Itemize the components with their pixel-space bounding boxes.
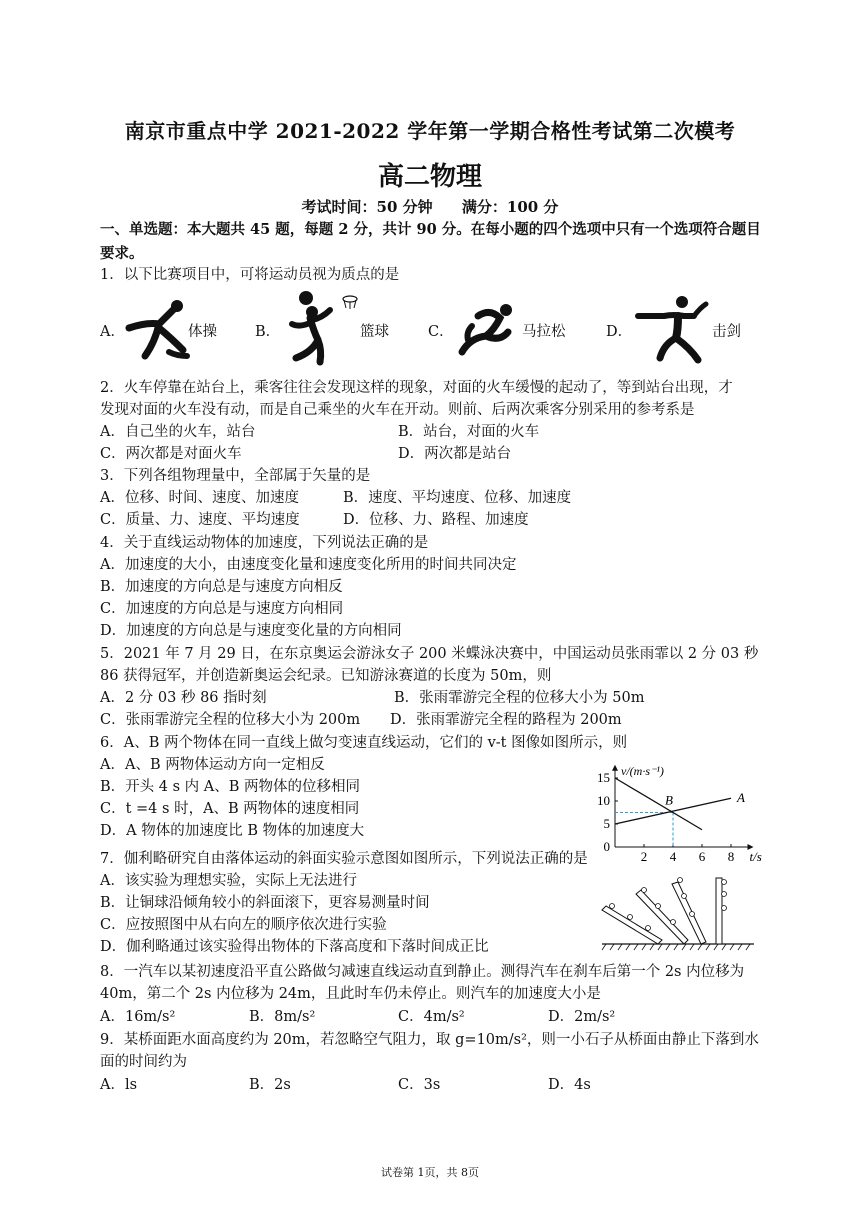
q1-option-d-label: 击剑 <box>712 324 741 340</box>
q1-option-c-label: 马拉松 <box>522 324 566 340</box>
q6-option-d: D．A 物体的加速度比 B 物体的加速度大 <box>100 823 365 839</box>
q8-option-a: A．16m/s² <box>100 1009 176 1025</box>
q6-option-c: C．t =4 s 时，A、B 两物体的速度相同 <box>100 801 360 817</box>
x-tick-label: 4 <box>669 849 677 864</box>
q6-option-a: A．A、B 两物体运动方向一定相反 <box>100 757 325 773</box>
q9-option-c: C．3s <box>398 1077 441 1093</box>
q7-option-d: D．伽利略通过该实验得出物体的下落高度和下落时间成正比 <box>100 939 489 955</box>
q3-option-d: D．位移、力、路程、加速度 <box>343 512 529 528</box>
q1-option-d-letter: D． <box>606 324 633 340</box>
q4-option-d: D．加速度的方向总是与速度变化量的方向相同 <box>100 623 402 639</box>
series-label-a: A <box>737 790 745 806</box>
subject-title: 高二物理 <box>377 162 482 192</box>
y-tick-label: 0 <box>603 839 610 854</box>
q3-stem: 3．下列各组物理量中，全部属于矢量的是 <box>100 468 371 484</box>
q7-option-b: B．让铜球沿倾角较小的斜面滚下，更容易测量时间 <box>100 895 430 911</box>
q9-option-d: D．4s <box>548 1077 591 1093</box>
y-axis-arrow <box>612 765 618 771</box>
q6-option-b: B．开头 4 s 内 A、B 两物体的位移相同 <box>100 779 360 795</box>
x-tick-label: 2 <box>640 849 648 864</box>
q9-stem-line2: 面的时间约为 <box>100 1054 187 1070</box>
q8-stem-line2: 40m，第二个 2s 内位移为 24m，且此时车仍未停止。则汽车的加速度大小是 <box>100 986 601 1002</box>
q2-option-d: D．两次都是站台 <box>398 446 512 462</box>
q5-option-c: C．张雨霏游完全程的位移大小为 200m <box>100 712 361 728</box>
series-line-b <box>615 778 702 830</box>
q2-option-a: A．自己坐的火车，站台 <box>100 424 256 440</box>
q2-option-c: C．两次都是对面火车 <box>100 446 242 462</box>
q1-stem: 1．以下比赛项目中，可将运动员视为质点的是 <box>100 267 400 283</box>
q8-option-c: C．4m/s² <box>398 1009 465 1025</box>
q3-option-a: A．位移、时间、速度、加速度 <box>100 490 299 506</box>
q5-option-a: A．2 分 03 秒 86 指时刻 <box>100 690 267 706</box>
q6-stem: 6．A、B 两个物体在同一直线上做匀变速直线运动，它们的 v-t 图像如图所示，则 <box>100 735 628 751</box>
q7-stem: 7．伽利略研究自由落体运动的斜面实验示意图如图所示，下列说法正确的是 <box>100 851 588 867</box>
marathon-pictogram-icon <box>456 302 522 362</box>
q9-option-b: B．2s <box>249 1077 291 1093</box>
q1-option-a-label: 体操 <box>188 324 217 340</box>
q3-option-b: B．速度、平均速度、位移、加速度 <box>343 490 572 506</box>
q2-option-b: B．站台，对面的火车 <box>398 424 540 440</box>
section-heading: 一、单选题：本大题共 45 题，每题 2 分，共计 90 分。在每小题的四个选项中只有一个选项符合题目要求。 <box>100 221 761 262</box>
vt-graph-chart <box>585 745 760 863</box>
q5-stem-line1: 5．2021 年 7 月 29 日，在东京奥运会游泳女子 200 米蝶泳决赛中，中国运动员张雨霏以 2 分 03 秒 <box>100 646 759 662</box>
x-tick-label: 6 <box>698 849 706 864</box>
exam-meta <box>0 196 860 217</box>
y-tick-label: 5 <box>603 816 610 831</box>
y-tick-label: 10 <box>597 793 610 808</box>
q8-option-d: D．2m/s² <box>548 1009 616 1025</box>
q1-option-b-label: 篮球 <box>360 324 389 340</box>
q7-option-a: A．该实验为理想实验，实际上无法进行 <box>100 873 357 889</box>
inclined-plane-figure <box>598 876 758 952</box>
q1-option-c-letter: C． <box>428 324 454 340</box>
q7-option-c: C．应按照图中从右向左的顺序依次进行实验 <box>100 917 387 933</box>
q3-option-c: C．质量、力、速度、平均速度 <box>100 512 300 528</box>
q4-option-a: A．加速度的大小，由速度变化量和速度变化所用的时间共同决定 <box>100 557 517 573</box>
series-label-b: B <box>665 792 673 808</box>
exam-title: 南京市重点中学 2021-2022 学年第一学期合格性考试第二次模考 <box>124 119 736 143</box>
q2-stem-line1: 2．火车停靠在站台上，乘客往往会发现这样的现象，对面的火车缓慢的起动了，等到站台出现，才 <box>100 380 733 396</box>
q9-stem-line1: 9．某桥面距水面高度约为 20m，若忽略空气阻力，取 g=10m/s²，则一小石子从桥面由静止下落到水 <box>100 1032 759 1048</box>
q2-stem-line2: 发现对面的火车没有动，而是自己乘坐的火车在开动。则前、后两次乘客分别采用的参考系是 <box>100 402 695 418</box>
exam-time: 考试时间：50 分钟 <box>301 198 433 216</box>
q4-option-b: B．加速度的方向总是与速度方向相反 <box>100 579 343 595</box>
y-tick-label: 15 <box>597 770 610 785</box>
q1-option-a-letter: A． <box>100 324 125 340</box>
q5-stem-line2: 86 获得冠军，并创造新奥运会纪录。已知游泳赛道的长度为 50m，则 <box>100 668 552 684</box>
fencing-pictogram-icon <box>634 294 714 364</box>
q8-stem-line1: 8．一汽车以某初速度沿平直公路做匀减速直线运动直到静止。测得汽车在刹车后第一个 2s 内位移为 <box>100 964 745 980</box>
gymnastics-pictogram-icon <box>125 298 193 364</box>
x-tick-label: 8 <box>727 849 735 864</box>
q4-stem: 4．关于直线运动物体的加速度，下列说法正确的是 <box>100 535 429 551</box>
y-axis-label: v/(m·s⁻¹) <box>621 763 664 778</box>
q9-option-a: A．ls <box>100 1077 138 1093</box>
page-footer: 试卷第 1页，共 8页 <box>381 1166 479 1179</box>
x-axis-label: t/s <box>749 849 762 864</box>
q5-option-b: B．张雨霏游完全程的位移大小为 50m <box>394 690 645 706</box>
q5-option-d: D．张雨霏游完全程的路程为 200m <box>390 712 622 728</box>
q8-option-b: B．8m/s² <box>249 1009 316 1025</box>
full-score: 满分：100 分 <box>461 198 559 216</box>
basketball-pictogram-icon <box>282 290 362 366</box>
q1-option-b-letter: B． <box>255 324 281 340</box>
q4-option-c: C．加速度的方向总是与速度方向相同 <box>100 601 344 617</box>
